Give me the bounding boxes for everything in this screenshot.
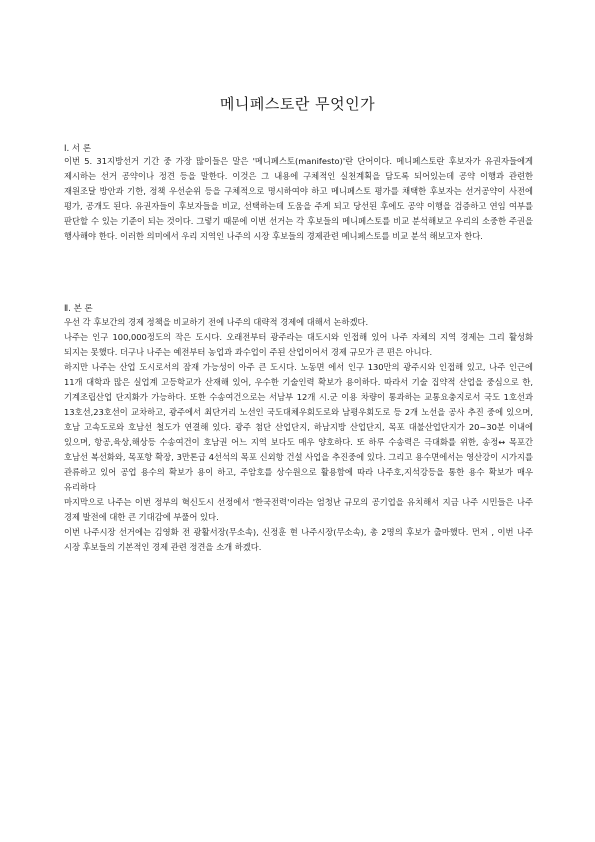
introduction-paragraph xyxy=(64,154,533,244)
document-title: 메니페스토란 무엇인가 xyxy=(219,95,376,113)
main-body-paragraphs xyxy=(64,315,533,555)
body-text: 나주는 인구 100,000정도의 작은 도시다. 오래전부터 광주라는 대도시와 인접해 있어 나주 자체의 지역 경제는 그리 활성화 되지는 못했다. 더구나 나주는 예전부터 농업과 과수업이 주된 산업이어서 경제 규모가 큰 편은 아니다. xyxy=(64,332,533,357)
body-text: 마지막으로 나주는 이번 정부의 혁신도시 선정에서 '한국전력'이라는 엄청난 규모의 공기업을 유치해서 지금 나주 시민들은 나주 경제 발전에 대한 큰 기대감에 부풀어 있다. xyxy=(64,497,533,522)
body-text: 우선 각 후보간의 경제 정책을 비교하기 전에 나주의 대략적 경제에 대해서 논하겠다. xyxy=(64,317,369,327)
section-heading-main-body: Ⅱ. 본 론 xyxy=(64,304,93,314)
body-text: 하지만 나주는 산업 도시로서의 잠재 가능성이 아주 큰 도시다. 노동면 에서 인구 130만의 광주시와 인접해 있고, 나주 인근에 11개 대학과 많은 실업계 고등학교가 산재해 있어, 우수한 기술인력 확보가 용이하다. 따라서 기술 집약적 산업을 중심으로 한, 기계조립산업 단지화가 가능하다. 또한 수송여건으로는 서남부 12개 시.군 이용 차량이 통과하는 교통요충지로서 국도 1호선과 13호선,23호선이 교차하고, 광주에서 최단거리 노선인 국도대체우회도로와 남평우회도로 등 2개 노선을 공사 추진 중에 있으며, 호남 고속도로와 호남선 철도가 연결해 있다. 광주 첨단 산업단지, 하남지방 산업단지, 목포 대불산업단지가 20~30분 이내에 있으며, 항공,육상,해상등 수송여건이 호남권 어느 지역 보다도 매우 양호하다. 또 하루 수송력은 극대화를 위한, 송정↔ 목포간 호남선 복선화와, 목포항 확장, 3만톤급 4선석의 목포 신외항 건설 사업을 추진중에 있다. 그리고 용수면에서는 영산강이 시가지를 관류하고 있어 공업 용수의 확보가 용이 하고, 주암호를 상수원으로 활용함에 따라 나주호,지석강등을 통한 용수 확보가 매우 유리하다 xyxy=(64,362,533,492)
section-heading-introduction: Ⅰ. 서 론 xyxy=(64,144,92,154)
body-text: 이번 5. 31지방선거 기간 중 가장 많이들은 말은 '메니페스토(manifesto)'란 단어이다. 메니페스토란 후보자가 유권자들에게 제시하는 선거 공약이나 정견 등을 말한다. 이것은 그 내용에 구체적인 실천계획을 담도록 되어있는데 공약 이행과 관련한 재원조달 방안과 기한, 정책 우선순위 등을 구체적으로 명시하여야 하고 메니페스토 평가를 채택한 후보자는 선거공약이 사전에 평가, 공개도 된다. 유권자들이 후보자들을 비교, 선택하는데 도움을 주게 되고 당선된 후에도 공약 이행을 검증하고 연임 여부를 판단할 수 있는 기준이 되는 것이다. 그렇기 때문에 이번 선거는 각 후보들의 메니페스토를 비교 분석해보고 우리의 소중한 주권을 행사해야 한다. 이러한 의미에서 우리 지역인 나주의 시장 후보들의 경제관련 메니페스토를 비교 분석 해보고자 한다. xyxy=(64,156,533,241)
body-text: 이번 나주시장 선거에는 김영화 전 광활서장(무소속), 신정훈 현 나주시장(무소속), 총 2명의 후보가 출마했다. 먼저 , 이번 나주 시장 후보들의 기본적인 경제 관련 정견을 소개 하겠다. xyxy=(64,527,533,552)
